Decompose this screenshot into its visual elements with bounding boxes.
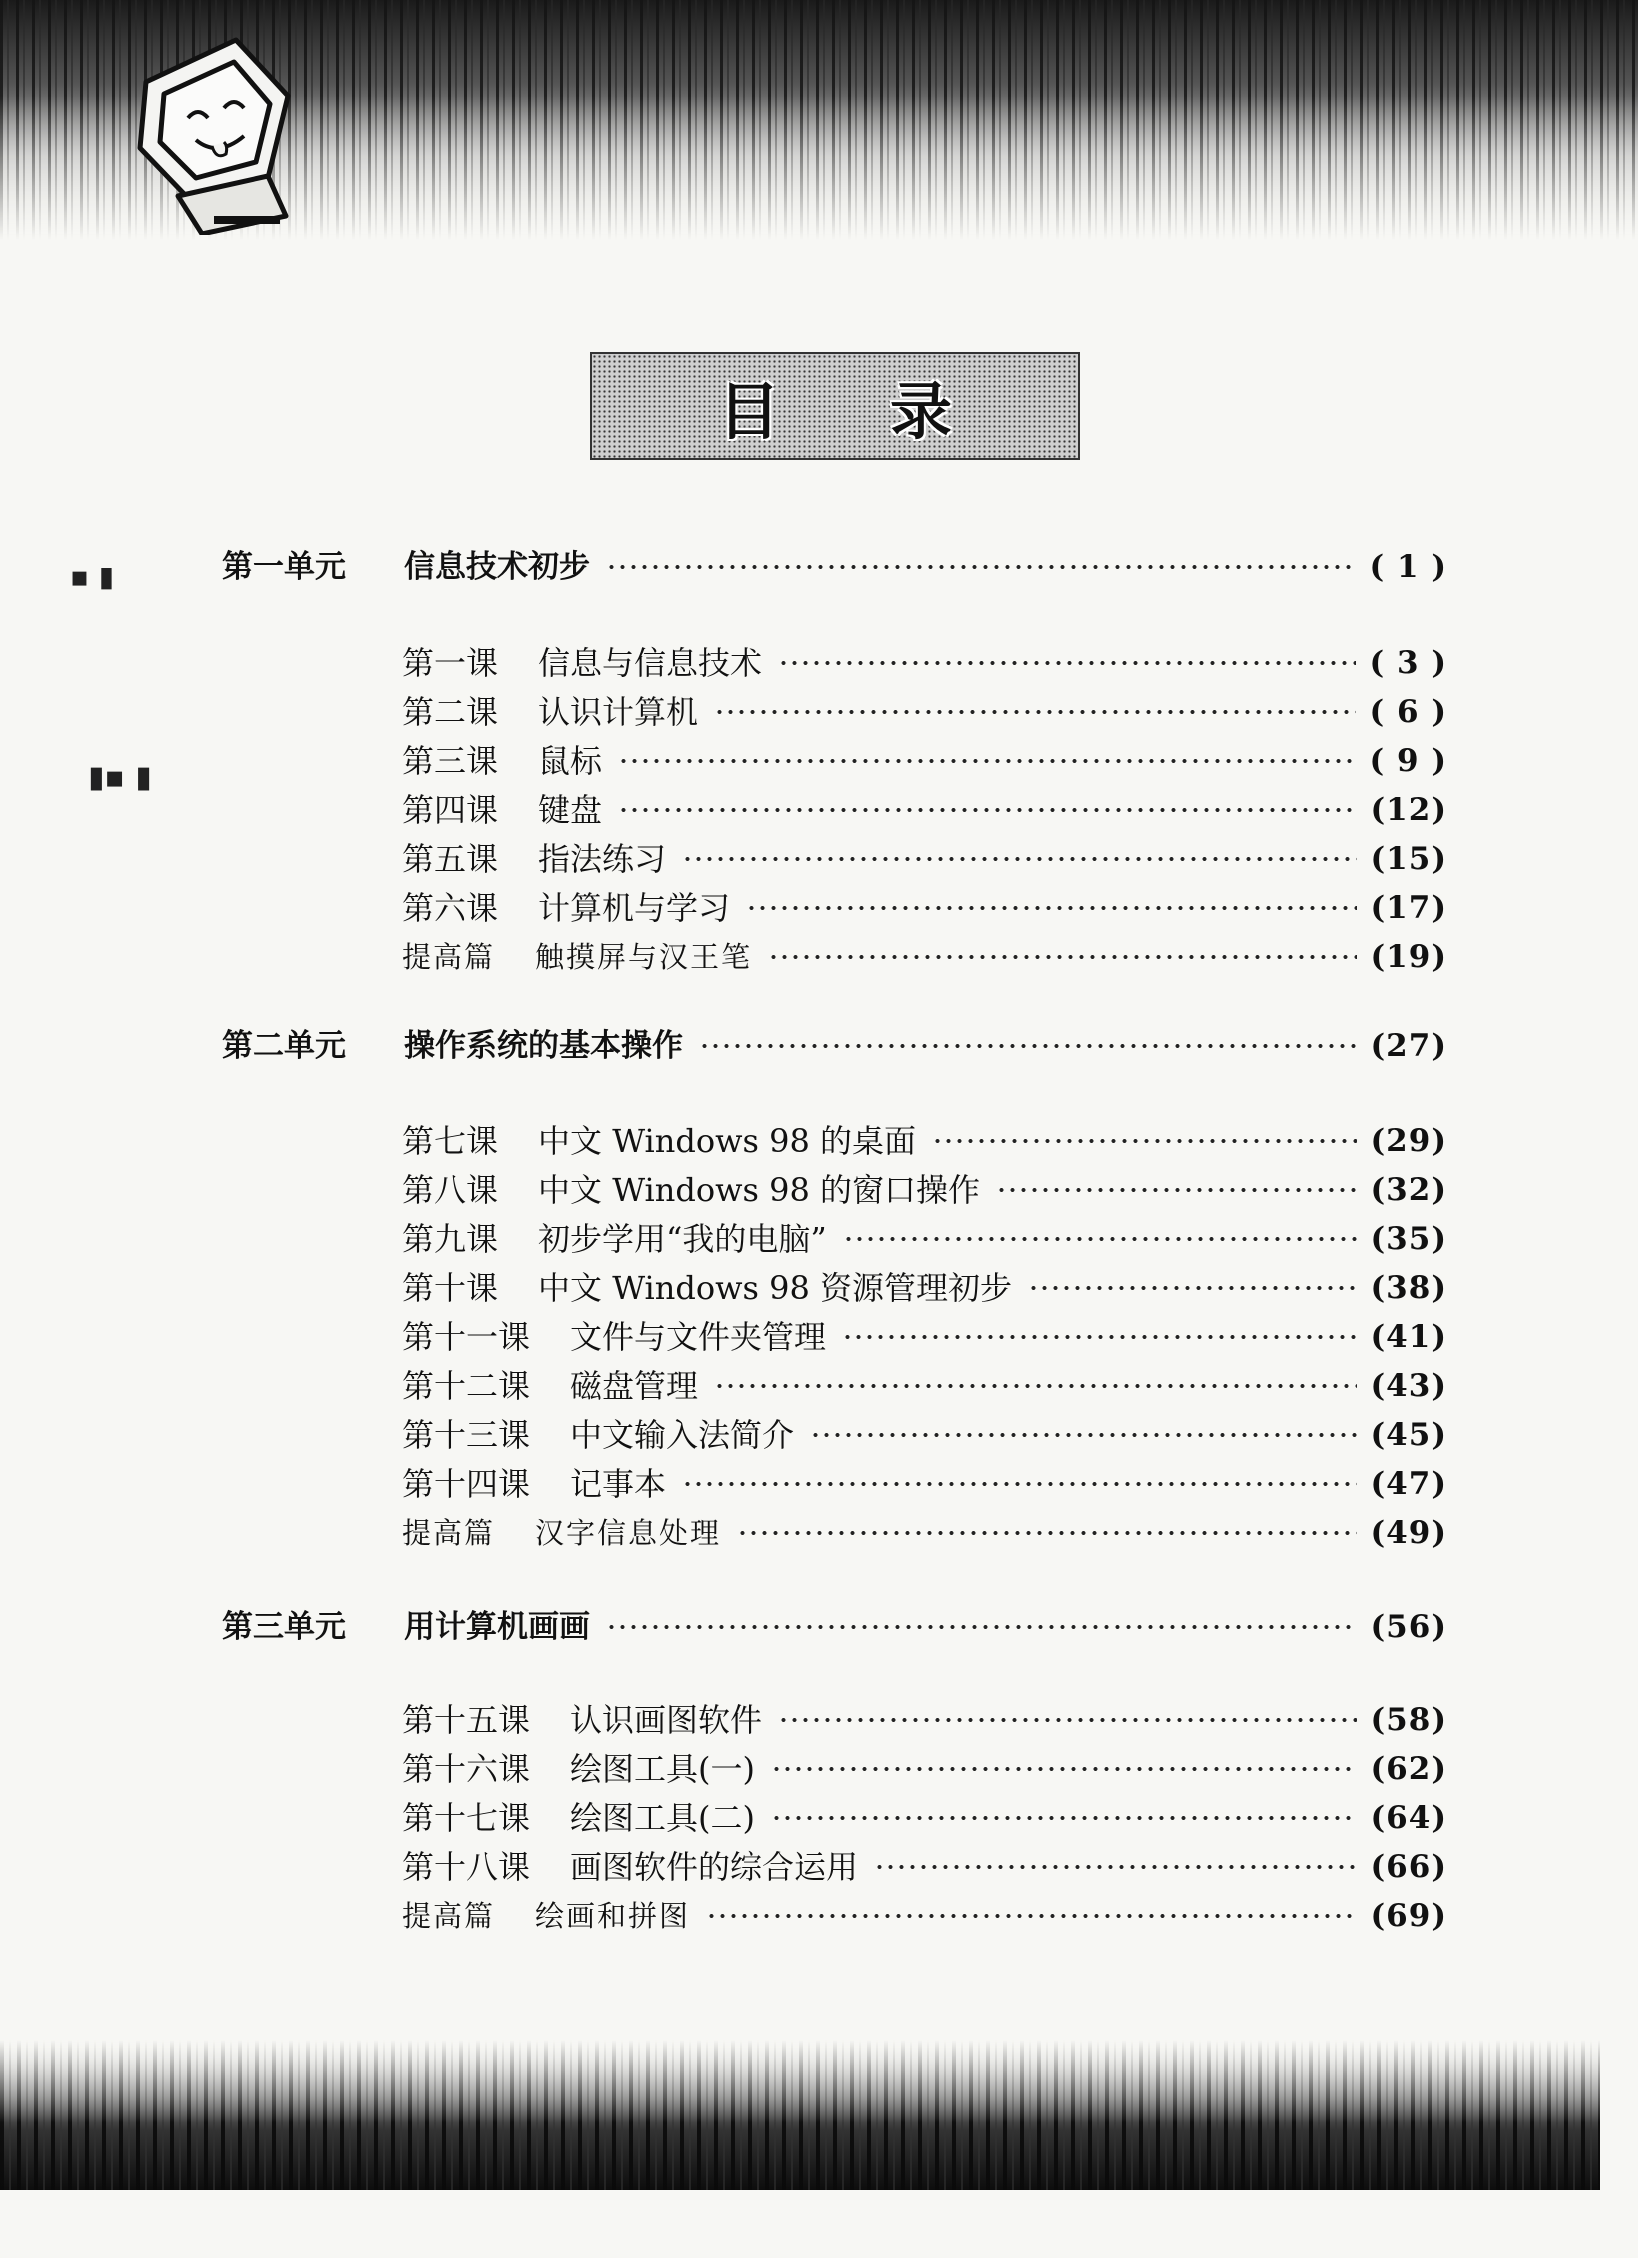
dot-leader — [737, 1530, 1356, 1536]
lesson-label: 第八课 — [402, 1171, 499, 1209]
lesson-title: 文件与文件夹管理 — [570, 1318, 827, 1356]
toc-lesson-row[interactable] — [402, 1363, 1447, 1409]
page-number: (45) — [1370, 1417, 1447, 1453]
page-number: ( 9 ) — [1369, 743, 1447, 779]
dot-leader — [810, 1432, 1356, 1438]
toc-lesson-row[interactable] — [402, 689, 1447, 735]
lesson-label: 第四课 — [402, 791, 499, 829]
dot-leader — [746, 905, 1356, 911]
toc-lesson-row[interactable] — [402, 1167, 1447, 1213]
scan-speck: ▪ ▮ — [70, 560, 115, 593]
lesson-title: 中文 Windows 98 资源管理初步 — [538, 1269, 1012, 1307]
page-number: ( 3 ) — [1369, 645, 1447, 681]
lesson-label: 第七课 — [402, 1122, 499, 1160]
dot-leader — [682, 1481, 1356, 1487]
lesson-title: 绘图工具(二) — [570, 1799, 755, 1837]
lesson-label: 第一课 — [402, 644, 499, 682]
lesson-title: 键盘 — [538, 791, 603, 829]
dot-leader — [768, 954, 1356, 960]
page-number: (49) — [1370, 1515, 1447, 1551]
page-number: (58) — [1370, 1702, 1447, 1738]
toc-lesson-row[interactable] — [402, 1314, 1447, 1360]
toc-lesson-row[interactable] — [402, 1461, 1447, 1507]
toc-lesson-row[interactable] — [402, 1412, 1447, 1458]
toc-lesson-row[interactable] — [402, 1697, 1447, 1743]
lesson-label: 第三课 — [402, 742, 499, 780]
page-number: (56) — [1370, 1609, 1447, 1645]
toc-title: 目录 — [717, 374, 1062, 448]
dot-leader — [618, 758, 1355, 764]
lesson-title: 中文输入法简介 — [570, 1416, 795, 1454]
dot-leader — [778, 660, 1355, 666]
lesson-label: 第九课 — [402, 1220, 499, 1258]
toc-unit-row[interactable] — [222, 1604, 1447, 1650]
lesson-title: 绘画和拼图 — [535, 1899, 691, 1933]
page-number: (19) — [1370, 939, 1447, 975]
toc-lesson-row[interactable] — [402, 640, 1447, 686]
toc-lesson-row[interactable] — [402, 1893, 1447, 1939]
toc-lesson-row[interactable] — [402, 787, 1447, 833]
dot-leader — [843, 1236, 1357, 1242]
unit-title: 信息技术初步 — [404, 549, 590, 585]
lesson-title: 绘图工具(一) — [570, 1750, 755, 1788]
unit-title: 用计算机画画 — [404, 1609, 590, 1645]
lesson-label: 第五课 — [402, 840, 499, 878]
page-number: (35) — [1370, 1221, 1447, 1257]
toc-lesson-row[interactable] — [402, 1216, 1447, 1262]
page-number: (15) — [1370, 841, 1447, 877]
lesson-title: 认识画图软件 — [570, 1701, 763, 1739]
lesson-title: 汉字信息处理 — [535, 1516, 722, 1550]
toc-lesson-row[interactable] — [402, 1746, 1447, 1792]
computer-mascot-icon — [118, 20, 318, 235]
dot-leader — [714, 1383, 1356, 1389]
lesson-title: 画图软件的综合运用 — [570, 1848, 859, 1886]
lesson-label: 第十五课 — [402, 1701, 531, 1739]
lesson-title: 中文 Windows 98 的桌面 — [538, 1122, 916, 1160]
lesson-label: 提高篇 — [402, 1899, 496, 1933]
dot-leader — [606, 564, 1356, 570]
lesson-title: 计算机与学习 — [538, 889, 731, 927]
lesson-label: 第十八课 — [402, 1848, 531, 1886]
toc-lesson-row[interactable] — [402, 836, 1447, 882]
lesson-title: 初步学用“我的电脑” — [538, 1220, 827, 1258]
lesson-label: 第二课 — [402, 693, 499, 731]
lesson-label: 第十三课 — [402, 1416, 531, 1454]
lesson-title: 鼠标 — [538, 742, 603, 780]
page-number: (17) — [1370, 890, 1447, 926]
dot-leader — [1028, 1285, 1357, 1291]
toc-lesson-row[interactable] — [402, 1118, 1447, 1164]
toc-lesson-row[interactable] — [402, 1510, 1447, 1556]
toc-lesson-row[interactable] — [402, 885, 1447, 931]
dot-leader — [682, 856, 1356, 862]
toc-unit-row[interactable] — [222, 544, 1447, 590]
page-number: (32) — [1370, 1172, 1447, 1208]
dot-leader — [771, 1815, 1357, 1821]
unit-title: 操作系统的基本操作 — [404, 1028, 683, 1064]
lesson-label: 第十四课 — [402, 1465, 531, 1503]
dot-leader — [842, 1334, 1356, 1340]
toc-title-box — [590, 352, 1080, 460]
dot-leader — [874, 1864, 1356, 1870]
lesson-label: 第十二课 — [402, 1367, 531, 1405]
dot-leader — [778, 1717, 1356, 1723]
dot-leader — [771, 1766, 1357, 1772]
page-number: (43) — [1370, 1368, 1447, 1404]
toc-lesson-row[interactable] — [402, 1795, 1447, 1841]
toc-lesson-row[interactable] — [402, 1844, 1447, 1890]
lesson-title: 认识计算机 — [538, 693, 699, 731]
page-number: (41) — [1370, 1319, 1447, 1355]
toc-lesson-row[interactable] — [402, 738, 1447, 784]
page-number: (62) — [1370, 1751, 1447, 1787]
page-number: (12) — [1370, 792, 1447, 828]
dot-leader — [699, 1043, 1357, 1049]
unit-label: 第一单元 — [222, 549, 346, 585]
lesson-title: 磁盘管理 — [570, 1367, 699, 1405]
toc-lesson-row[interactable] — [402, 1265, 1447, 1311]
lesson-title: 记事本 — [570, 1465, 667, 1503]
lesson-label: 第十一课 — [402, 1318, 531, 1356]
page-number: (69) — [1370, 1898, 1447, 1934]
unit-label: 第三单元 — [222, 1609, 346, 1645]
page-number: (47) — [1370, 1466, 1447, 1502]
page-number: ( 6 ) — [1369, 694, 1447, 730]
toc-lesson-row[interactable] — [402, 934, 1447, 980]
lesson-title: 信息与信息技术 — [538, 644, 763, 682]
dot-leader — [618, 807, 1356, 813]
lesson-label: 第十课 — [402, 1269, 499, 1307]
page-number: (29) — [1370, 1123, 1447, 1159]
unit-label: 第二单元 — [222, 1028, 346, 1064]
scan-speck: ▮▪ ▮ — [88, 760, 152, 795]
bottom-decorative-border — [0, 2040, 1600, 2190]
lesson-title: 指法练习 — [538, 840, 667, 878]
page-number: ( 1 ) — [1369, 549, 1447, 585]
page-number: (27) — [1370, 1028, 1447, 1064]
lesson-title: 触摸屏与汉王笔 — [535, 940, 753, 974]
toc-unit-row[interactable] — [222, 1023, 1447, 1069]
lesson-label: 第十六课 — [402, 1750, 531, 1788]
page-number: (66) — [1370, 1849, 1447, 1885]
page-number: (64) — [1370, 1800, 1447, 1836]
dot-leader — [932, 1138, 1357, 1144]
dot-leader — [706, 1913, 1356, 1919]
lesson-label: 提高篇 — [402, 1516, 496, 1550]
dot-leader — [606, 1624, 1357, 1630]
dot-leader — [714, 709, 1355, 715]
lesson-label: 第六课 — [402, 889, 499, 927]
lesson-label: 提高篇 — [402, 940, 496, 974]
dot-leader — [996, 1187, 1357, 1193]
page-number: (38) — [1370, 1270, 1447, 1306]
lesson-title: 中文 Windows 98 的窗口操作 — [538, 1171, 980, 1209]
lesson-label: 第十七课 — [402, 1799, 531, 1837]
